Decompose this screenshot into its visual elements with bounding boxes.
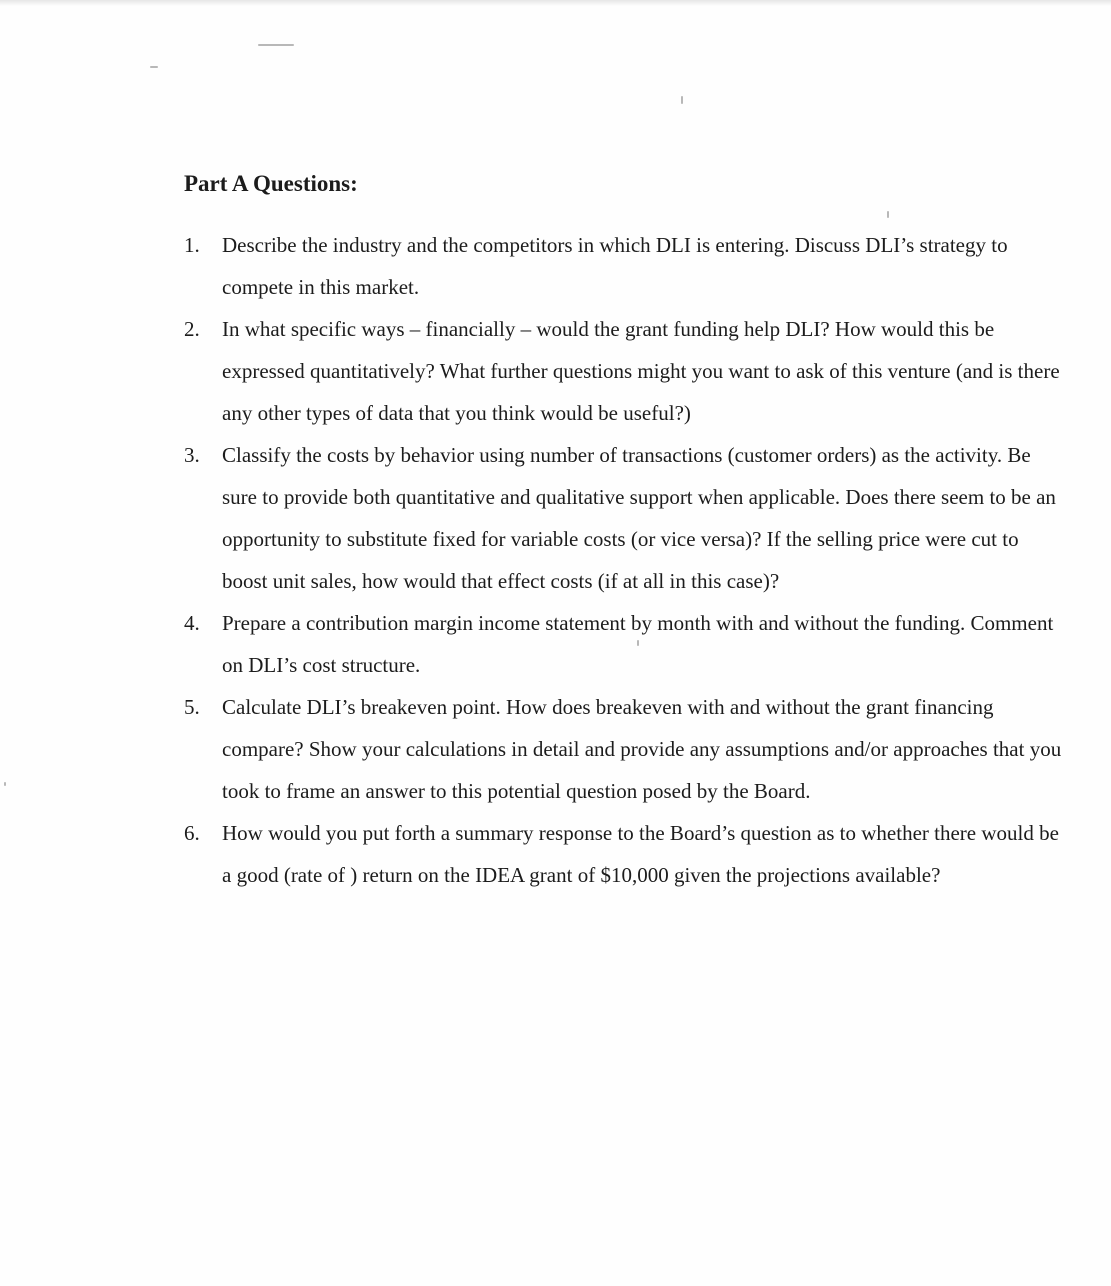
scan-speck <box>887 211 889 218</box>
scan-speck <box>4 782 6 786</box>
list-item <box>184 224 1064 308</box>
question-text: Describe the industry and the competitors in which DLI is entering. Discuss DLI’s strategy to compete in this market. <box>222 233 1008 299</box>
question-text: Classify the costs by behavior using number of transactions (customer orders) as the activity. Be sure to provide both quantitative and qualitative support when applicable. Does there seem to be an opportunity to substitute fixed for variable costs (or vice versa)? If the selling price were cut to boost unit sales, how would that effect costs (if at all in this case)? <box>222 443 1056 593</box>
question-number: 6. <box>184 821 200 845</box>
question-text: Calculate DLI’s breakeven point. How does breakeven with and without the grant financing compare? Show your calculations in detail and provide any assumptions and/or approaches that you took to frame an answer to this potential question posed by the Board. <box>222 695 1062 803</box>
question-number: 4. <box>184 611 200 635</box>
page-title: Part A Questions: <box>184 171 358 196</box>
list-item <box>184 602 1064 686</box>
question-text: Prepare a contribution margin income statement by month with and without the funding. Comment on DLI’s cost structure. <box>222 611 1054 677</box>
question-list <box>184 224 1064 896</box>
list-item <box>184 686 1064 812</box>
scan-speck <box>681 96 683 104</box>
question-number: 3. <box>184 443 200 467</box>
question-number: 1. <box>184 233 200 257</box>
question-text: In what specific ways – financially – would the grant funding help DLI? How would this be expressed quantitatively? What further questions might you want to ask of this venture (and is there any other types of data that you think would be useful?) <box>222 317 1060 425</box>
list-item <box>184 434 1064 602</box>
question-number: 2. <box>184 317 200 341</box>
scan-speck <box>150 66 158 68</box>
question-text: How would you put forth a summary response to the Board’s question as to whether there would be a good (rate of ) return on the IDEA grant of $10,000 given the projections available? <box>222 821 1059 887</box>
question-number: 5. <box>184 695 200 719</box>
scan-speck <box>258 44 294 46</box>
list-item <box>184 308 1064 434</box>
scan-top-edge <box>0 0 1111 6</box>
list-item <box>184 812 1064 896</box>
